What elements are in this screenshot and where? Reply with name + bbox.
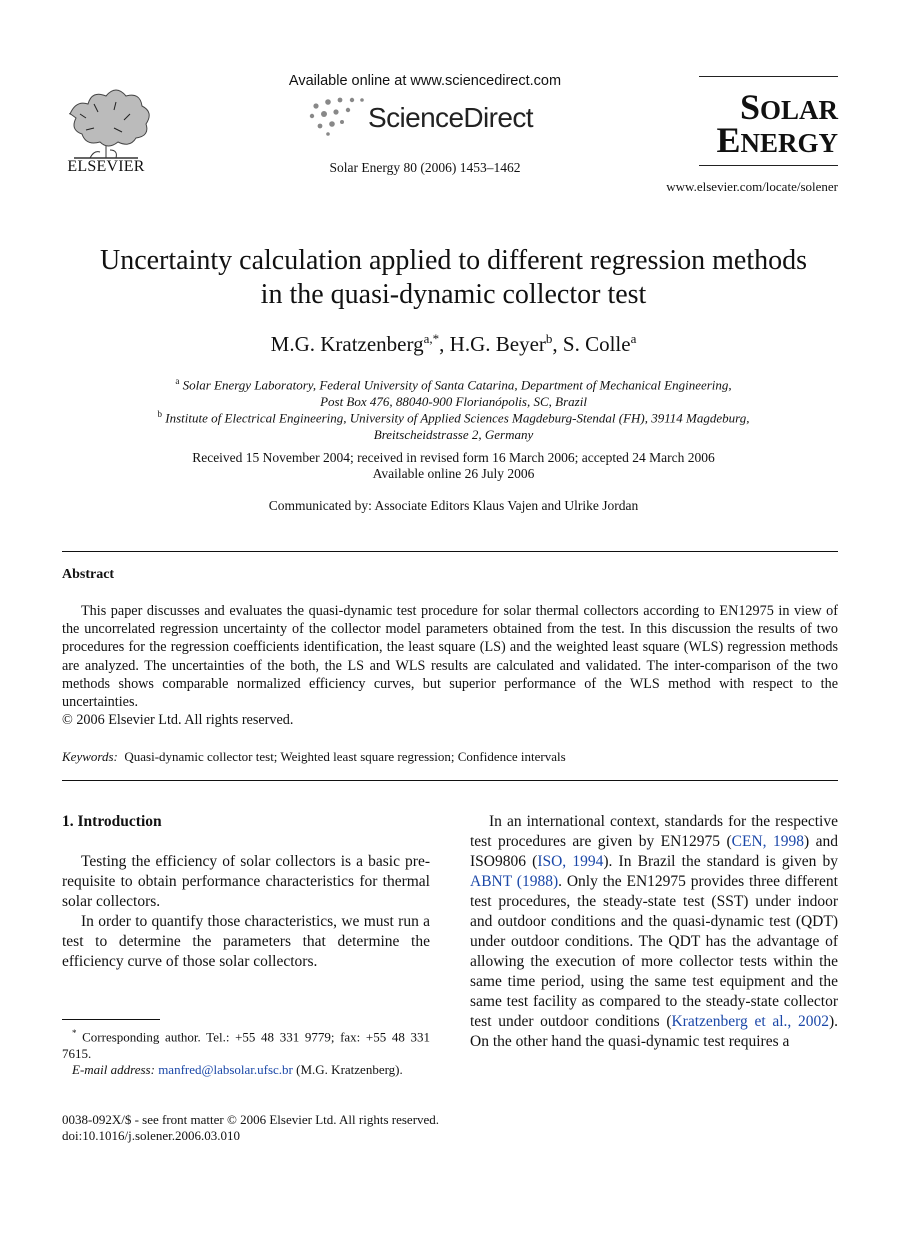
journal-url: www.elsevier.com/locate/solener (666, 179, 838, 194)
journal-logo-bottom-rule (699, 165, 838, 166)
author-name: H.G. Beyer (449, 332, 546, 356)
abstract-bottom-rule (62, 780, 838, 781)
author-separator: , (552, 332, 563, 356)
publisher-name: ELSEVIER (67, 158, 145, 175)
title-line: in the quasi-dynamic collector test (260, 279, 647, 310)
author-separator: , (439, 332, 450, 356)
keywords-list: Quasi-dynamic collector test; Weighted least square regression; Confidence intervals (124, 749, 566, 764)
sciencedirect-wordmark: ScienceDirect (368, 102, 533, 133)
keywords-label: Keywords: (62, 749, 118, 764)
available-date: Available online 26 July 2006 (372, 466, 535, 481)
front-matter-info (62, 1112, 439, 1144)
author-name: S. Colle (562, 332, 631, 356)
journal-reference: Solar Energy 80 (2006) 1453–1462 (329, 160, 521, 175)
citation-link-abnt[interactable]: ABNT (1988) (470, 873, 559, 890)
body-text: . Only the EN12975 provides three different test procedures, the steady-state test (SST) under indoor and outdoor conditions and the quasi-dynamic test (QDT) under outdoor conditions. The QDT has the advantage of allowing the execution of more collector tests within the same time period, using the same test equipment and the same test facility as compared to the steady-state collector test under outdoor conditions ( (470, 873, 838, 1030)
affiliation-mark: a (175, 376, 180, 386)
issn-line: 0038-092X/$ - see front matter © 2006 Elsevier Ltd. All rights reserved. (62, 1112, 440, 1127)
affiliation-mark: b (157, 409, 163, 419)
journal-logo-text: SOLAR (739, 87, 838, 127)
available-online-text: Available online at www.sciencedirect.com (288, 73, 562, 89)
journal-logo-text: ENERGY (716, 120, 838, 160)
footnote-rule (62, 1019, 160, 1020)
article-dates (60, 450, 847, 482)
affiliation-b (60, 406, 847, 443)
citation-link-kratzenberg[interactable]: Kratzenberg et al., 2002 (671, 1013, 829, 1030)
body-text: ) and ISO9806 ( (470, 833, 838, 870)
abstract-text (62, 602, 838, 711)
article-title (40, 244, 867, 312)
body-text: In an international context, standards for the respective test procedures are given by EN12975 ( (470, 813, 838, 850)
author-list (40, 331, 867, 357)
author-name: M.G. Kratzenberg (270, 332, 424, 356)
email-owner: (M.G. Kratzenberg). (296, 1062, 403, 1078)
keywords (62, 749, 838, 765)
body-paragraph: In order to quantify those characteristics, we must run a test to determine the parameters that determine the efficiency curve of those solar collectors. (62, 913, 430, 970)
abstract-paragraph: This paper discusses and evaluates the quasi-dynamic test procedure for solar thermal collectors according to EN12975 in view of the uncorrelated regression uncertainty of the collector model parameters obtained from the test. In this discussion the results of two procedures for the regression coefficients identification, the least square (LS) and the weighted least square (WLS) regression methods are analyzed. The uncertainties of the both, the LS and WLS results are calculated and validated. The inter-comparison of the two methods shows comparable normalized efficiency curves, but superior performance of the WLS method with respect to the uncertainties. (62, 603, 838, 711)
right-column-text (470, 812, 838, 1052)
affiliation-line: Breitscheidstrasse 2, Germany (373, 427, 534, 443)
author-affiliation-mark: b (545, 331, 553, 346)
doi-line: doi:10.1016/j.solener.2006.03.010 (62, 1128, 241, 1143)
affiliation-line: Post Box 476, 88040-900 Florianópolis, SC, Brazil (320, 394, 587, 410)
email-label: E-mail address: (72, 1062, 155, 1078)
affiliation-line: Solar Energy Laboratory, Federal University of Santa Catarina, Department of Mechanical Engineering, (182, 377, 732, 393)
journal-logo-line2 (699, 122, 838, 158)
citation-link-iso[interactable]: ISO, 1994 (537, 853, 604, 870)
body-text: ). In Brazil the standard is given by (603, 853, 838, 870)
communicated-by: Communicated by: Associate Editors Klaus Vajen and Ulrike Jordan (268, 498, 639, 513)
journal-logo-top-rule (699, 76, 838, 77)
body-paragraph: Testing the efficiency of solar collectors is a basic pre-requisite to obtain performance characteristics for thermal solar collectors. (62, 853, 430, 910)
sciencedirect-dots-icon (308, 96, 366, 136)
title-line: Uncertainty calculation applied to different regression methods (99, 245, 808, 276)
section-heading-introduction: 1. Introduction (62, 813, 162, 830)
received-dates: Received 15 November 2004; received in revised form 16 March 2006; accepted 24 March 2006 (192, 450, 715, 465)
corresponding-author-footnote (62, 1025, 430, 1079)
body-text: ). On the other hand the quasi-dynamic test requires a (470, 1013, 838, 1050)
abstract-copyright: © 2006 Elsevier Ltd. All rights reserved. (62, 712, 294, 728)
citation-link-cen[interactable]: CEN, 1998 (731, 833, 804, 850)
footnote-mark: * (72, 1028, 77, 1038)
left-column-text (62, 852, 430, 972)
author-affiliation-mark: a,* (423, 331, 440, 346)
abstract-heading: Abstract (62, 567, 115, 582)
abstract-top-rule (62, 551, 838, 552)
author-affiliation-mark: a (630, 331, 637, 346)
affiliation-a (60, 373, 847, 410)
body-paragraph (470, 812, 838, 1052)
affiliation-line: Institute of Electrical Engineering, University of Applied Sciences Magdeburg-Stendal (FH), 39114 Magdeburg, (165, 410, 750, 426)
footnote-text: Corresponding author. Tel.: +55 48 331 9779; fax: +55 48 331 7615. (62, 1029, 431, 1061)
email-link[interactable]: manfred@labsolar.ufsc.br (158, 1062, 293, 1078)
